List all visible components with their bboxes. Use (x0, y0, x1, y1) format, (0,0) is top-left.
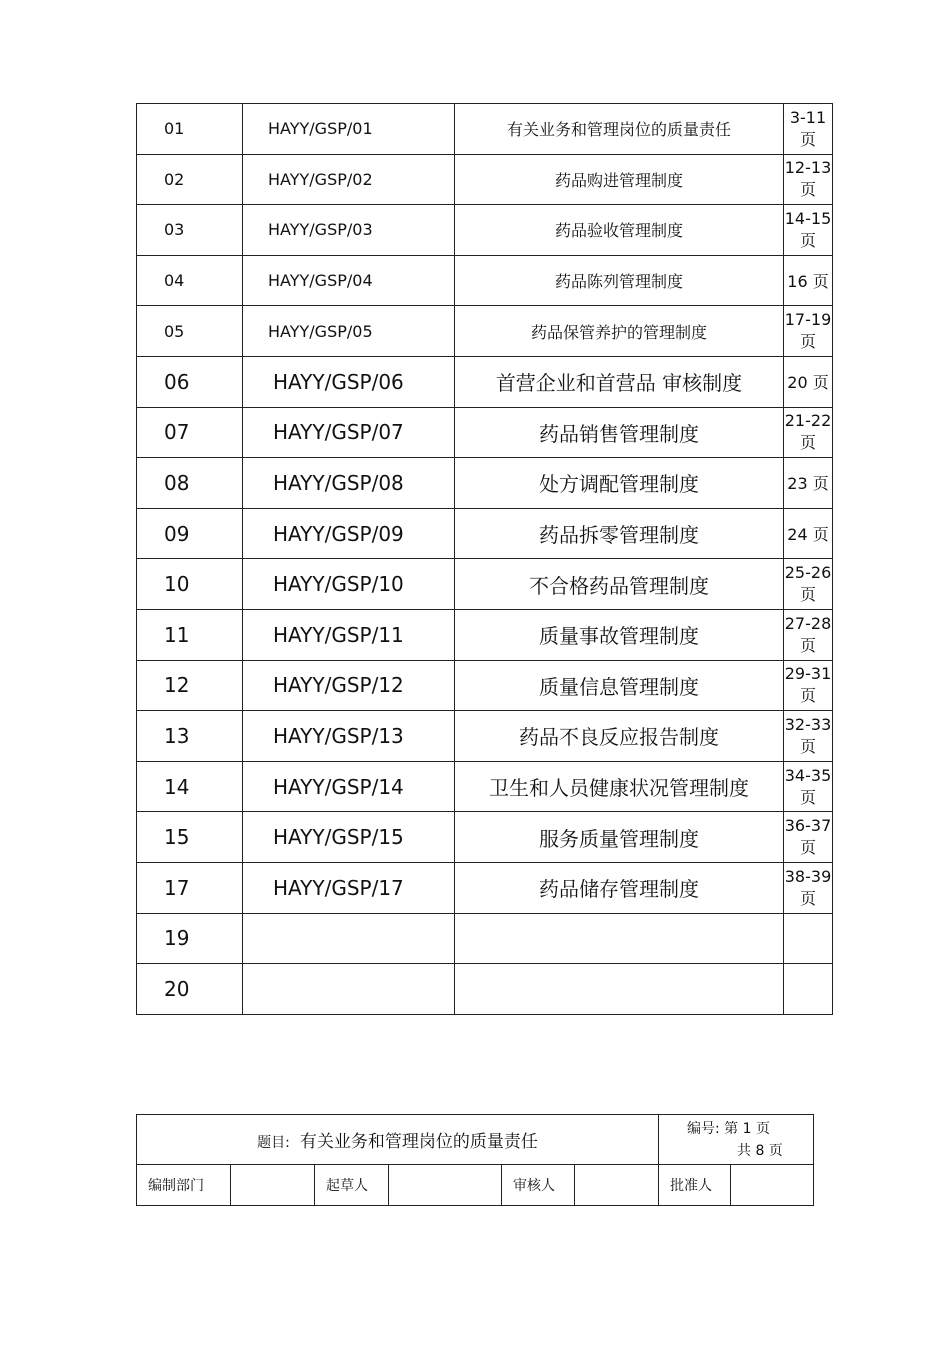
toc-pages: 38-39 页 (784, 862, 833, 913)
toc-code: HAYY/GSP/07 (243, 407, 455, 458)
toc-pages: 17-19 页 (784, 306, 833, 357)
footer-title-cell (137, 1115, 659, 1165)
toc-pages: 29-31 页 (784, 660, 833, 711)
toc-number: 13 (137, 711, 243, 762)
toc-pages: 12-13 页 (784, 154, 833, 205)
toc-title: 卫生和人员健康状况管理制度 (455, 761, 784, 812)
toc-pages (784, 913, 833, 964)
toc-row (137, 205, 833, 256)
footer-approver-value (731, 1165, 814, 1206)
toc-row (137, 508, 833, 559)
toc-title: 药品购进管理制度 (455, 154, 784, 205)
footer-dept-label: 编制部门 (137, 1165, 231, 1206)
footer-reviewer-value (575, 1165, 659, 1206)
toc-title: 首营企业和首营品 审核制度 (455, 356, 784, 407)
toc-number: 02 (137, 154, 243, 205)
toc-row (137, 609, 833, 660)
toc-pages: 34-35 页 (784, 761, 833, 812)
footer-page-number: 编号: 第 1 页 (687, 1120, 770, 1137)
toc-row (137, 913, 833, 964)
toc-title: 有关业务和管理岗位的质量责任 (455, 104, 784, 155)
toc-pages (784, 964, 833, 1015)
toc-code: HAYY/GSP/14 (243, 761, 455, 812)
toc-title: 药品保管养护的管理制度 (455, 306, 784, 357)
footer-dept-value (231, 1165, 315, 1206)
toc-row (137, 104, 833, 155)
toc-row (137, 812, 833, 863)
toc-code: HAYY/GSP/13 (243, 711, 455, 762)
toc-title: 处方调配管理制度 (455, 458, 784, 509)
toc-pages: 32-33 页 (784, 711, 833, 762)
toc-title: 药品储存管理制度 (455, 862, 784, 913)
toc-code: HAYY/GSP/04 (243, 255, 455, 306)
toc-number: 20 (137, 964, 243, 1015)
toc-title: 药品拆零管理制度 (455, 508, 784, 559)
toc-number: 06 (137, 356, 243, 407)
toc-pages: 23 页 (784, 458, 833, 509)
toc-row (137, 154, 833, 205)
toc-number: 03 (137, 205, 243, 256)
toc-title: 药品不良反应报告制度 (455, 711, 784, 762)
footer-title-label: 题目: (257, 1135, 290, 1151)
toc-code: HAYY/GSP/03 (243, 205, 455, 256)
toc-number: 09 (137, 508, 243, 559)
toc-row (137, 761, 833, 812)
toc-pages: 16 页 (784, 255, 833, 306)
toc-code: HAYY/GSP/15 (243, 812, 455, 863)
document-footer-table (136, 1114, 814, 1206)
toc-number: 15 (137, 812, 243, 863)
toc-number: 14 (137, 761, 243, 812)
toc-code: HAYY/GSP/08 (243, 458, 455, 509)
toc-code: HAYY/GSP/09 (243, 508, 455, 559)
toc-number: 11 (137, 609, 243, 660)
toc-code (243, 964, 455, 1015)
footer-drafter-value (389, 1165, 502, 1206)
toc-pages: 36-37 页 (784, 812, 833, 863)
toc-row (137, 660, 833, 711)
toc-number: 07 (137, 407, 243, 458)
toc-title: 药品陈列管理制度 (455, 255, 784, 306)
toc-code: HAYY/GSP/05 (243, 306, 455, 357)
footer-page-total: 共 8 页 (737, 1142, 783, 1159)
toc-code: HAYY/GSP/10 (243, 559, 455, 610)
footer-approver-label: 批准人 (659, 1165, 731, 1206)
toc-title: 质量信息管理制度 (455, 660, 784, 711)
toc-pages: 27-28 页 (784, 609, 833, 660)
toc-code: HAYY/GSP/11 (243, 609, 455, 660)
toc-pages: 25-26 页 (784, 559, 833, 610)
toc-code: HAYY/GSP/01 (243, 104, 455, 155)
toc-title: 质量事故管理制度 (455, 609, 784, 660)
toc-code: HAYY/GSP/17 (243, 862, 455, 913)
toc-row (137, 407, 833, 458)
toc-code: HAYY/GSP/02 (243, 154, 455, 205)
toc-row (137, 356, 833, 407)
toc-row (137, 711, 833, 762)
toc-title (455, 913, 784, 964)
toc-number: 01 (137, 104, 243, 155)
toc-code: HAYY/GSP/06 (243, 356, 455, 407)
footer-drafter-label: 起草人 (315, 1165, 389, 1206)
toc-code (243, 913, 455, 964)
footer-page-number-cell (659, 1115, 814, 1165)
toc-number: 08 (137, 458, 243, 509)
toc-row (137, 559, 833, 610)
toc-title: 药品验收管理制度 (455, 205, 784, 256)
toc-pages: 3-11 页 (784, 104, 833, 155)
toc-pages: 24 页 (784, 508, 833, 559)
toc-row (137, 964, 833, 1015)
toc-body (137, 104, 833, 1015)
toc-pages: 14-15 页 (784, 205, 833, 256)
toc-code: HAYY/GSP/12 (243, 660, 455, 711)
toc-row (137, 862, 833, 913)
toc-title (455, 964, 784, 1015)
toc-pages: 20 页 (784, 356, 833, 407)
toc-row (137, 306, 833, 357)
toc-number: 04 (137, 255, 243, 306)
toc-number: 05 (137, 306, 243, 357)
footer-title-value: 有关业务和管理岗位的质量责任 (299, 1132, 538, 1152)
toc-title: 药品销售管理制度 (455, 407, 784, 458)
footer-reviewer-label: 审核人 (502, 1165, 575, 1206)
toc-title: 服务质量管理制度 (455, 812, 784, 863)
toc-number: 17 (137, 862, 243, 913)
toc-title: 不合格药品管理制度 (455, 559, 784, 610)
toc-row (137, 458, 833, 509)
toc-number: 10 (137, 559, 243, 610)
toc-pages: 21-22 页 (784, 407, 833, 458)
toc-row (137, 255, 833, 306)
toc-number: 12 (137, 660, 243, 711)
toc-table (136, 103, 833, 1015)
toc-number: 19 (137, 913, 243, 964)
